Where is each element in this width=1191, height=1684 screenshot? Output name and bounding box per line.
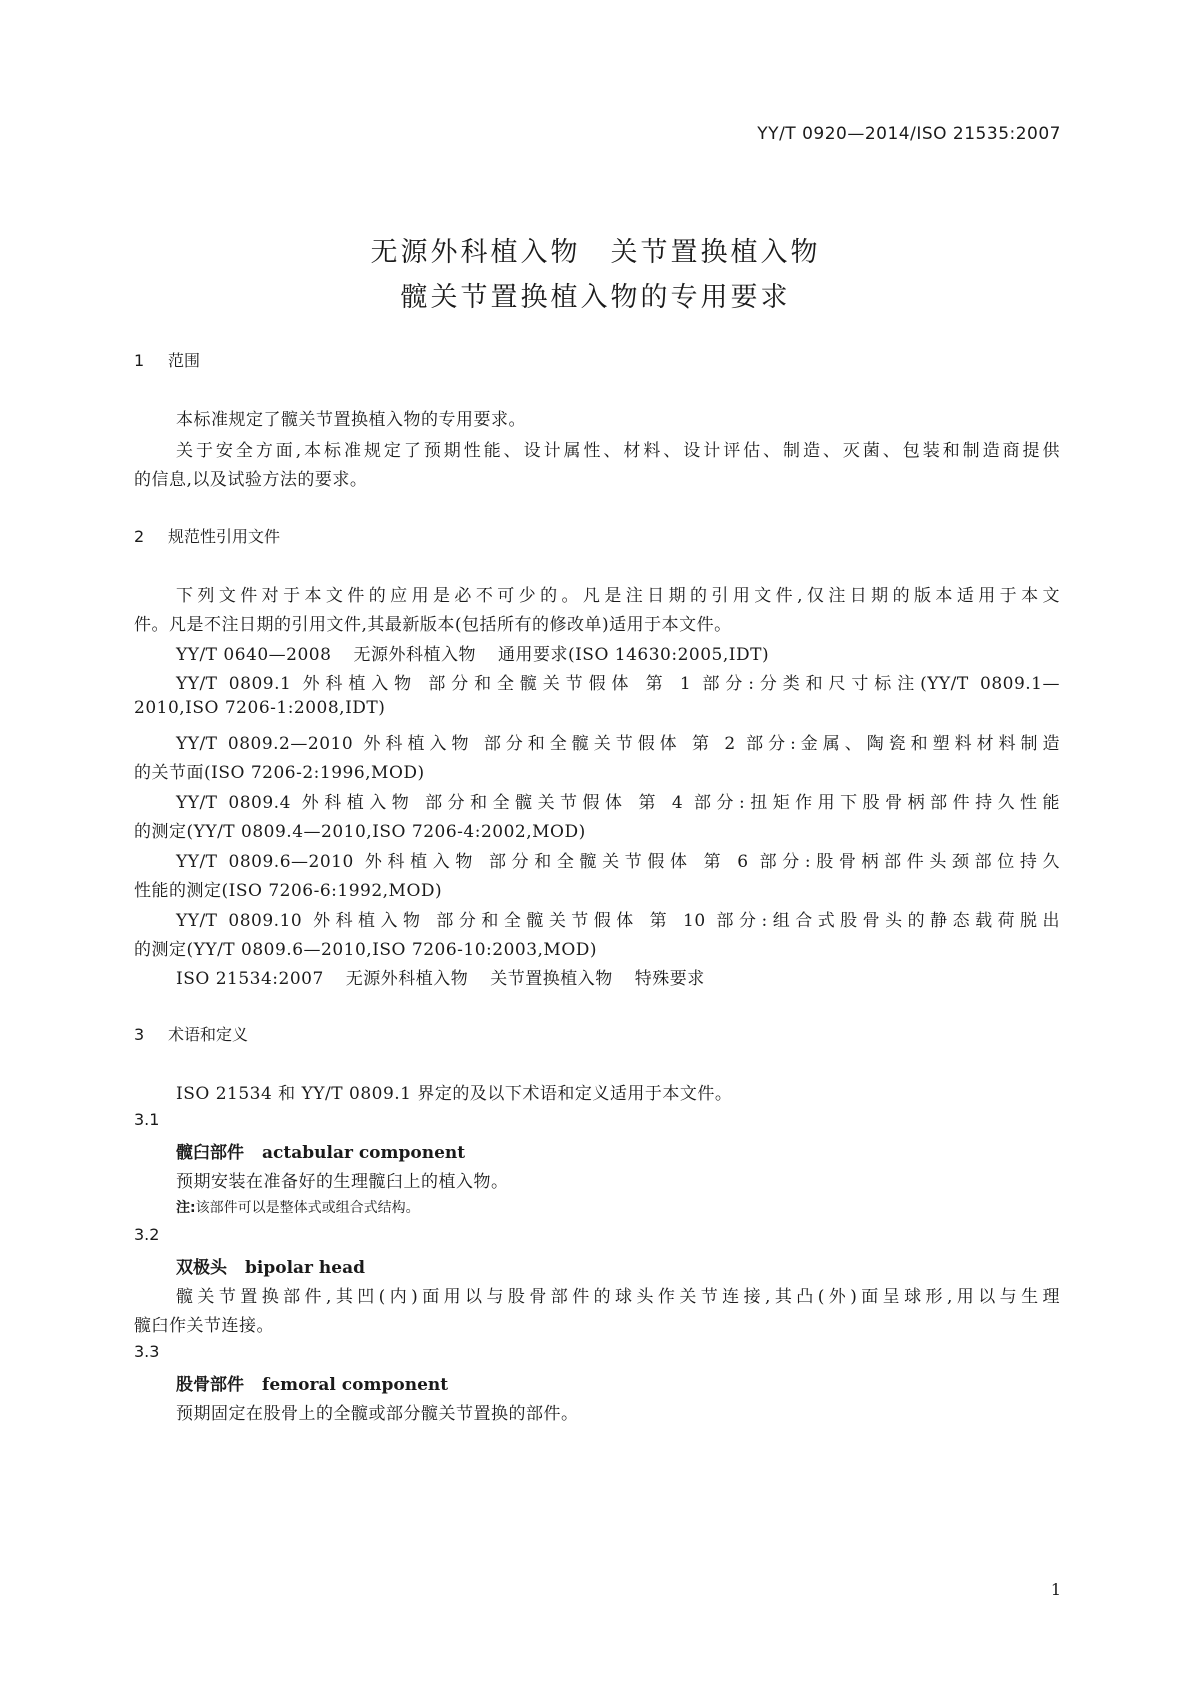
title-part-a: 无源外科植入物: [370, 237, 581, 268]
reference-text: 部分和全髋关节假体: [436, 911, 639, 931]
reference-text: 第 6 部分:股骨柄部件头颈部位持久: [703, 852, 1060, 872]
paragraph: 本标准规定了髋关节置换植入物的专用要求。: [176, 410, 526, 430]
section-title: 规范性引用文件: [168, 527, 281, 546]
term-en: actabular component: [262, 1143, 466, 1163]
clause-number: 3.3: [134, 1342, 160, 1361]
paragraph-line: 的信息,以及试验方法的要求。: [134, 470, 368, 490]
section-3-heading: [134, 1022, 248, 1045]
reference-item: [176, 788, 1060, 813]
term-zh: 股骨部件: [176, 1375, 244, 1395]
reference-text: 第 2 部分:金属、陶瓷和塑料材料制造: [692, 734, 1061, 754]
term-en: bipolar head: [245, 1258, 365, 1278]
page-number: 1: [1050, 1580, 1061, 1599]
paragraph-line: 关于安全方面,本标准规定了预期性能、设计属性、材料、设计评估、制造、灭菌、包装和制造商提供: [176, 441, 1060, 461]
reference-code: YY/T 0809.6—2010: [176, 852, 354, 872]
section-number: 3: [134, 1025, 145, 1044]
reference-text: 外科植入物: [363, 734, 474, 754]
reference-text: 部分和全髋关节假体: [425, 793, 628, 813]
reference-code: YY/T 0640—2008: [176, 645, 332, 665]
reference-text: 部分和全髋关节假体: [488, 852, 693, 872]
reference-text: 无源外科植入物: [345, 969, 469, 989]
section-title: 术语和定义: [168, 1025, 249, 1044]
reference-code: YY/T 0809.4: [176, 793, 291, 813]
paragraph-line: 件。凡是不注日期的引用文件,其最新版本(包括所有的修改单)适用于本文件。: [134, 615, 732, 635]
clause-number: 3.1: [134, 1110, 160, 1129]
reference-text: 外科植入物: [301, 793, 415, 813]
reference-code: YY/T 0809.2—2010: [176, 734, 354, 754]
section-title: 范围: [168, 351, 201, 370]
term-zh: 双极头: [176, 1258, 227, 1278]
note-text: 该部件可以是整体式或组合式结构。: [195, 1200, 420, 1216]
reference-text: 通用要求(ISO 14630:2005,IDT): [497, 645, 770, 665]
reference-continuation: 的测定(YY/T 0809.4—2010,ISO 7206-4:2002,MOD): [134, 822, 586, 842]
reference-text: 部分和全髋关节假体: [483, 734, 682, 754]
reference-text: 第 10 部分:组合式股骨头的静态载荷脱出: [649, 911, 1061, 931]
reference-text: 外科植入物: [364, 852, 478, 872]
reference-text: 无源外科植入物: [353, 645, 476, 665]
term-definition-line: 髋关节置换部件,其凹(内)面用以与股骨部件的球头作关节连接,其凸(外)面呈球形,用以与生理: [176, 1287, 1060, 1307]
note-label: 注:: [176, 1200, 196, 1216]
reference-item: [176, 729, 1060, 754]
term-heading: [176, 1138, 465, 1163]
paragraph-line: 下列文件对于本文件的应用是必不可少的。凡是注日期的引用文件,仅注日期的版本适用于本文: [176, 586, 1060, 606]
reference-code: YY/T 0809.10: [176, 911, 303, 931]
reference-item: [176, 906, 1060, 931]
reference-continuation: 2010,ISO 7206-1:2008,IDT): [134, 698, 386, 718]
reference-continuation: 的测定(YY/T 0809.6—2010,ISO 7206-10:2003,MOD): [134, 940, 598, 960]
reference-text: 外科植入物: [302, 674, 418, 694]
reference-text: 部分和全髋关节假体: [428, 674, 635, 694]
section-2-heading: [134, 524, 280, 547]
term-en: femoral component: [262, 1375, 449, 1395]
section-number: 2: [134, 527, 145, 546]
reference-code: ISO 21534:2007: [176, 969, 324, 989]
term-definition: 预期安装在准备好的生理髋臼上的植入物。: [176, 1172, 509, 1192]
reference-text: 第 4 部分:扭矩作用下股骨柄部件持久性能: [638, 793, 1061, 813]
section-1-heading: [134, 348, 200, 371]
section-number: 1: [134, 351, 145, 370]
title-part-b: 关节置换植入物: [610, 237, 821, 268]
standard-code: YY/T 0920—2014/ISO 21535:2007: [757, 124, 1061, 144]
reference-text: 第 1 部分:分类和尺寸标注(YY/T 0809.1—: [645, 674, 1061, 694]
reference-text: 关节置换植入物: [490, 969, 613, 989]
term-definition-line: 髋臼作关节连接。: [134, 1316, 274, 1336]
reference-continuation: 的关节面(ISO 7206-2:1996,MOD): [134, 763, 425, 783]
term-heading: [176, 1370, 448, 1395]
reference-item: [176, 669, 1060, 694]
reference-item: [176, 964, 1060, 989]
term-note: [176, 1197, 420, 1217]
reference-item: [176, 640, 1060, 665]
term-heading: [176, 1253, 365, 1278]
paragraph: ISO 21534 和 YY/T 0809.1 界定的及以下术语和定义适用于本文件。: [176, 1084, 733, 1104]
reference-text: 特殊要求: [634, 969, 705, 989]
reference-code: YY/T 0809.1: [176, 674, 292, 694]
clause-number: 3.2: [134, 1225, 160, 1244]
term-definition: 预期固定在股骨上的全髋或部分髋关节置换的部件。: [176, 1404, 579, 1424]
reference-continuation: 性能的测定(ISO 7206-6:1992,MOD): [134, 881, 443, 901]
reference-text: 外科植入物: [313, 911, 426, 931]
term-zh: 髋臼部件: [176, 1143, 244, 1163]
document-title-line-2: 髋关节置换植入物的专用要求: [400, 282, 791, 313]
reference-item: [176, 847, 1060, 872]
document-title-line-1: [0, 230, 1191, 269]
